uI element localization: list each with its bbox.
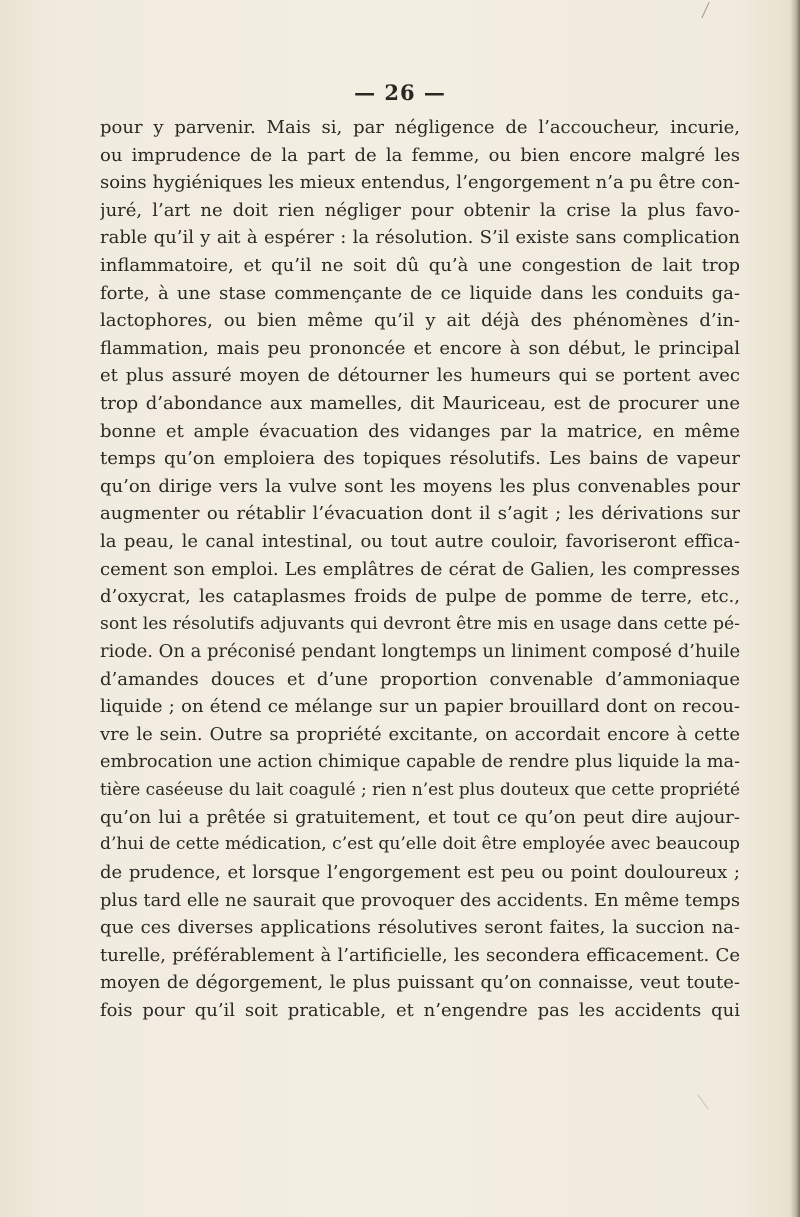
text-line: tière caséeuse du lait coagulé ; rien n’est plus douteux que cette propriété — [100, 779, 740, 800]
text-line: qu’on dirige vers la vulve sont les moyens les plus convenables pour — [100, 475, 740, 497]
text-line: rable qu’il y ait à espérer : la résolution. S’il existe sans complication — [100, 227, 740, 249]
text-line: forte, à une stase commençante de ce liquide dans les conduits ga- — [100, 282, 740, 304]
text-line: vre le sein. Outre sa propriété excitante, on accordait encore à cette — [100, 724, 740, 746]
text-line: fois pour qu’il soit praticable, et n’engendre pas les accidents qui — [100, 1000, 740, 1021]
text-line: qu’on lui a prêtée si gratuitement, et tout ce qu’on peut dire aujour- — [100, 806, 740, 828]
text-line: liquide ; on étend ce mélange sur un papier brouillard dont on recou- — [100, 696, 740, 718]
text-line: d’amandes douces et d’une proportion convenable d’ammoniaque — [100, 668, 740, 690]
text-line: ou imprudence de la part de la femme, ou bien encore malgré les — [100, 144, 740, 166]
text-line: d’oxycrat, les cataplasmes froids de pulpe de pomme de terre, etc., — [100, 586, 740, 608]
text-line: de prudence, et lorsque l’engorgement est peu ou point douloureux ; — [100, 862, 740, 884]
text-line: inflammatoire, et qu’il ne soit dû qu’à une congestion de lait trop — [100, 254, 740, 276]
text-line: flammation, mais peu prononcée et encore à son début, le principal — [100, 337, 740, 359]
text-line: augmenter ou rétablir l’évacuation dont il s’agit ; les dérivations sur — [100, 503, 740, 525]
text-line: cement son emploi. Les emplâtres de cérat de Galien, les compresses — [100, 558, 740, 580]
text-line: pour y parvenir. Mais si, par négligence de l’accoucheur, incurie, — [100, 117, 740, 138]
text-line: trop d’abondance aux mamelles, dit Mauriceau, est de procurer une — [100, 392, 740, 414]
text-line: lactophores, ou bien même qu’il y ait déjà des phénomènes d’in- — [100, 310, 740, 332]
text-line: et plus assuré moyen de détourner les humeurs qui se portent avec — [100, 365, 740, 387]
text-line: plus tard elle ne saurait que provoquer des accidents. En même temps — [100, 889, 740, 911]
text-line: moyen de dégorgement, le plus puissant qu’on connaisse, veut toute- — [100, 972, 740, 994]
text-line: que ces diverses applications résolutives seront faites, la succion na- — [100, 917, 740, 939]
text-line: temps qu’on emploiera des topiques résolutifs. Les bains de vapeur — [100, 448, 740, 470]
page-number: — 26 — — [354, 80, 446, 105]
text-line: riode. On a préconisé pendant longtemps un liniment composé d’huile — [100, 641, 740, 663]
text-line: turelle, préférablement à l’artificielle, les secondera efficacement. Ce — [100, 944, 740, 966]
text-line: la peau, le canal intestinal, ou tout autre couloir, favoriseront effica- — [100, 530, 740, 552]
page-edge-shadow — [790, 0, 800, 1217]
text-line: embrocation une action chimique capable de rendre plus liquide la ma- — [100, 751, 740, 772]
body-paragraph — [100, 114, 740, 1025]
text-line: d’hui de cette médication, c’est qu’elle doit être employée avec beaucoup — [100, 834, 740, 855]
text-line: sont les résolutifs adjuvants qui devront être mis en usage dans cette pé- — [100, 613, 740, 634]
text-line: soins hygiéniques les mieux entendus, l’engorgement n’a pu être con- — [100, 172, 740, 194]
pencil-mark — [701, 2, 719, 18]
stray-mark-icon — [696, 1093, 710, 1111]
text-line: juré, l’art ne doit rien négliger pour obtenir la crise la plus favo- — [100, 199, 740, 221]
text-line: bonne et ample évacuation des vidanges par la matrice, en même — [100, 420, 740, 442]
